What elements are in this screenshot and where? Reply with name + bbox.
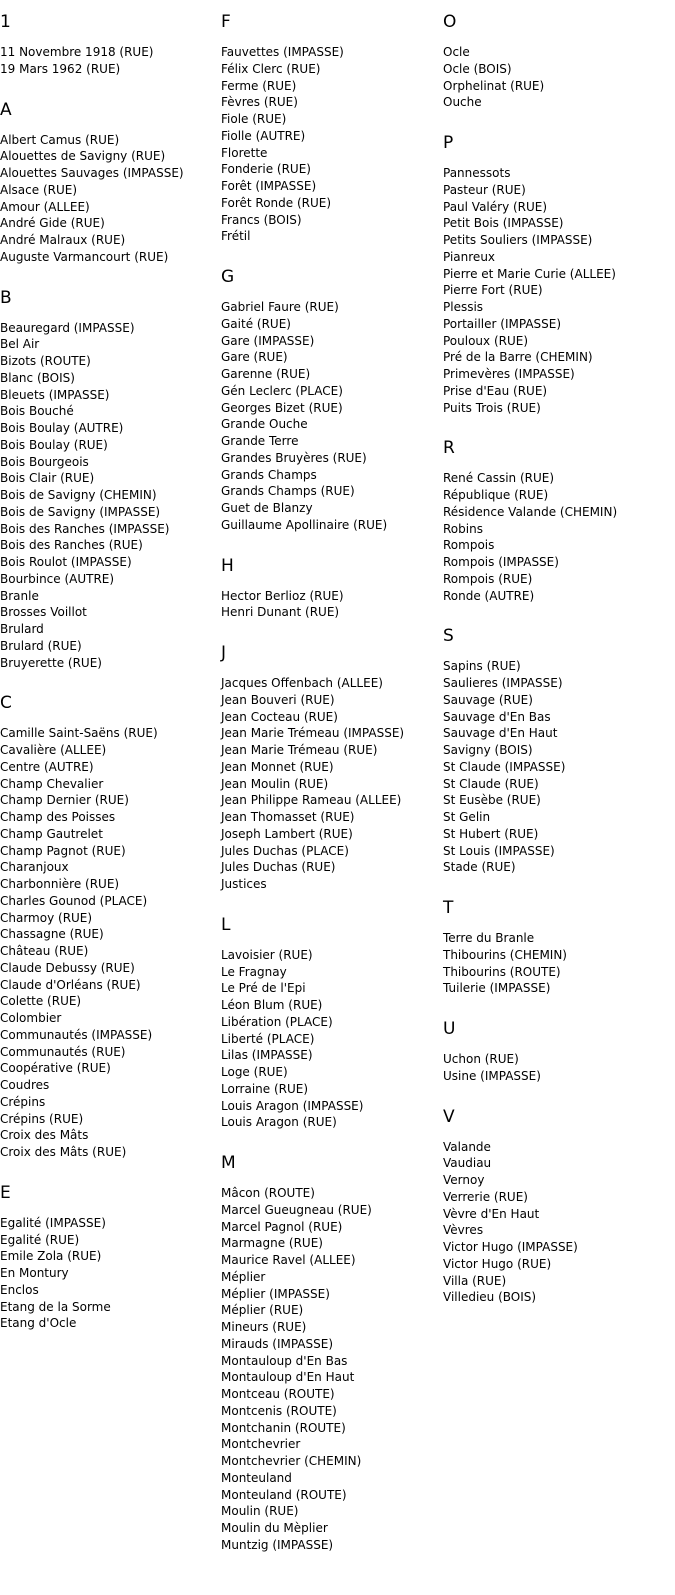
street-link[interactable]: Victor Hugo (IMPASSE) [443, 1240, 578, 1254]
street-link[interactable]: Grandes Bruyères (RUE) [221, 450, 367, 465]
street-link[interactable]: Portailler (IMPASSE) [443, 316, 562, 331]
street-link[interactable]: Colette (RUE) [0, 994, 82, 1009]
street-link[interactable]: Pouloux (RUE) [443, 333, 529, 348]
street-link[interactable]: Jean Marie Trémeau (IMPASSE) [221, 726, 405, 741]
street-list [221, 299, 441, 534]
street-link[interactable]: Maurice Ravel (ALLEE) [221, 1253, 356, 1267]
street-link[interactable]: Bois Boulay (RUE) [0, 437, 108, 452]
street-link[interactable]: Savigny (BOIS) [443, 743, 533, 757]
street-link[interactable]: Bizots (ROUTE) [0, 354, 91, 368]
street-link[interactable]: St Hubert (RUE) [443, 826, 539, 841]
letter-group-r [443, 438, 673, 604]
street-link[interactable]: Blanc (BOIS) [0, 370, 75, 385]
street-link[interactable]: Brosses Voillot [0, 605, 87, 620]
street-link[interactable]: Uchon (RUE) [443, 1052, 519, 1066]
street-link[interactable]: Vèvre d'En Haut [443, 1206, 540, 1221]
street-link[interactable]: Ferme (RUE) [221, 78, 297, 93]
street-link[interactable]: Fauvettes (IMPASSE) [221, 45, 344, 59]
street-link[interactable]: Crépins [0, 1094, 46, 1109]
letter-group-f [221, 12, 441, 245]
street-link[interactable]: St Gelin [443, 810, 491, 824]
street-link[interactable]: Méplier (IMPASSE) [221, 1286, 330, 1301]
street-link[interactable]: Rompois (RUE) [443, 571, 533, 586]
street-link[interactable]: Beauregard (IMPASSE) [0, 320, 135, 335]
street-list [443, 1139, 673, 1307]
index-column-1 [0, 12, 220, 1354]
letter-group-1 [0, 12, 220, 78]
letter-group-o [443, 12, 673, 111]
street-link[interactable]: Félix Clerc (RUE) [221, 61, 321, 76]
letter-group-g [221, 267, 441, 534]
street-link[interactable]: Forêt (IMPASSE) [221, 179, 317, 193]
street-link[interactable]: Mirauds (IMPASSE) [221, 1336, 334, 1351]
street-link[interactable]: Primevères (IMPASSE) [443, 367, 575, 381]
street-link[interactable]: Bois de Savigny (IMPASSE) [0, 504, 161, 519]
street-list [443, 165, 673, 416]
street-link[interactable]: Grands Champs (RUE) [221, 484, 355, 499]
street-link[interactable]: Saulieres (IMPASSE) [443, 676, 563, 690]
street-link[interactable]: Frétil [221, 229, 251, 244]
street-link[interactable]: Verrerie (RUE) [443, 1189, 528, 1204]
street-link[interactable]: Pasteur (RUE) [443, 182, 526, 197]
letter-group-u [443, 1019, 673, 1085]
street-link[interactable]: Louis Aragon (RUE) [221, 1115, 337, 1130]
letter-heading: T [443, 898, 454, 918]
letter-group-m [221, 1153, 441, 1554]
street-link[interactable]: Albert Camus (RUE) [0, 132, 120, 147]
street-list [221, 588, 441, 622]
street-link[interactable]: Petit Bois (IMPASSE) [443, 216, 564, 231]
street-link[interactable]: Brulard (RUE) [0, 638, 82, 653]
street-link[interactable]: Montchevrier (CHEMIN) [221, 1454, 362, 1468]
street-link[interactable]: Villedieu (BOIS) [443, 1290, 537, 1305]
street-link[interactable]: Amour (ALLEE) [0, 199, 90, 214]
street-link[interactable]: Moulin (RUE) [221, 1504, 299, 1519]
street-link[interactable]: Marcel Gueugneau (RUE) [221, 1202, 372, 1217]
street-link[interactable]: Jules Duchas (PLACE) [221, 843, 349, 858]
street-link[interactable]: 11 Novembre 1918 (RUE) [0, 45, 154, 59]
street-link[interactable]: Chassagne (RUE) [0, 927, 104, 942]
letter-heading: O [443, 12, 457, 32]
street-list [0, 1215, 220, 1332]
street-link[interactable]: Croix des Mâts [0, 1128, 89, 1143]
street-link[interactable]: St Claude (IMPASSE) [443, 759, 566, 774]
street-link[interactable]: Bois des Ranches (IMPASSE) [0, 521, 170, 536]
street-link[interactable]: Charanjoux [0, 860, 69, 875]
street-link[interactable]: Montceau (ROUTE) [221, 1387, 335, 1401]
street-link[interactable]: Vaudiau [443, 1156, 492, 1171]
street-link[interactable]: Henri Dunant (RUE) [221, 605, 340, 620]
street-link[interactable]: Camille Saint-Saëns (RUE) [0, 726, 158, 741]
letter-group-v [443, 1107, 673, 1307]
street-link[interactable]: Loge (RUE) [221, 1065, 288, 1079]
street-link[interactable]: Lorraine (RUE) [221, 1081, 309, 1096]
letter-group-e [0, 1183, 220, 1332]
street-list [0, 320, 220, 672]
street-link[interactable]: Claude d'Orléans (RUE) [0, 977, 141, 992]
street-link[interactable]: Colombier [0, 1011, 62, 1025]
street-link[interactable]: Bleuets (IMPASSE) [0, 387, 110, 402]
street-link[interactable]: Mineurs (RUE) [221, 1320, 307, 1334]
letter-group-s [443, 626, 673, 876]
letter-group-c [0, 693, 220, 1161]
street-link[interactable]: Montcenis (ROUTE) [221, 1403, 337, 1418]
street-link[interactable]: Charles Gounod (PLACE) [0, 893, 148, 908]
letter-heading: B [0, 287, 12, 308]
street-link[interactable]: Louis Aragon (IMPASSE) [221, 1098, 364, 1113]
street-link[interactable]: Grands Champs [221, 467, 317, 482]
street-link[interactable]: Crépins (RUE) [0, 1111, 84, 1126]
street-link[interactable]: Le Pré de l'Epi [221, 981, 306, 996]
street-list [443, 930, 673, 997]
street-link[interactable]: André Malraux (RUE) [0, 233, 126, 247]
index-column-2 [221, 12, 441, 1576]
street-link[interactable]: Mâcon (ROUTE) [221, 1186, 315, 1200]
street-link[interactable]: République (RUE) [443, 488, 549, 502]
street-link[interactable]: Le Fragnay [221, 964, 287, 979]
street-link[interactable]: Montauloup d'En Bas [221, 1353, 348, 1368]
street-link[interactable]: Sapins (RUE) [443, 659, 521, 674]
street-link[interactable]: Sauvage (RUE) [443, 692, 533, 707]
street-link[interactable]: Vèvres [443, 1223, 484, 1238]
street-link[interactable]: Communautés (RUE) [0, 1044, 126, 1059]
street-link[interactable]: Hector Berlioz (RUE) [221, 588, 344, 603]
letter-group-p [443, 133, 673, 416]
street-link[interactable]: René Cassin (RUE) [443, 471, 555, 486]
street-link[interactable]: Bourbince (AUTRE) [0, 571, 115, 586]
street-link[interactable]: En Montury [0, 1266, 69, 1280]
street-link[interactable]: Champ Gautrelet [0, 826, 103, 841]
street-link[interactable]: Jean Bouveri (RUE) [221, 692, 335, 707]
street-link[interactable]: St Claude (RUE) [443, 776, 539, 791]
street-link[interactable]: Coopérative (RUE) [0, 1061, 111, 1076]
street-link[interactable]: Champ Pagnot (RUE) [0, 843, 126, 858]
street-list [0, 725, 220, 1161]
street-link[interactable]: Prise d'Eau (RUE) [443, 383, 548, 398]
street-link[interactable]: Etang de la Sorme [0, 1299, 111, 1314]
street-link[interactable]: Croix des Mâts (RUE) [0, 1145, 127, 1159]
street-link[interactable]: Branle [0, 588, 39, 603]
street-link[interactable]: Terre du Branle [443, 931, 535, 945]
street-link[interactable]: 19 Mars 1962 (RUE) [0, 61, 121, 76]
street-link[interactable]: Marmagne (RUE) [221, 1236, 323, 1251]
street-list [221, 947, 441, 1131]
street-link[interactable]: Guillaume Apollinaire (RUE) [221, 517, 388, 532]
street-link[interactable]: Ronde (AUTRE) [443, 588, 535, 603]
street-link[interactable]: Muntzig (IMPASSE) [221, 1537, 334, 1552]
street-link[interactable]: Château (RUE) [0, 944, 89, 958]
street-link[interactable]: Marcel Pagnol (RUE) [221, 1219, 343, 1234]
street-link[interactable]: Georges Bizet (RUE) [221, 400, 343, 415]
street-list [443, 658, 673, 876]
street-list [221, 675, 441, 893]
letter-heading: A [0, 99, 12, 120]
street-link[interactable]: Egalité (RUE) [0, 1232, 80, 1247]
letter-group-h [221, 556, 441, 622]
street-link[interactable]: Jean Marie Trémeau (RUE) [221, 743, 378, 757]
street-link[interactable]: Centre (AUTRE) [0, 759, 94, 774]
street-link[interactable]: Puits Trois (RUE) [443, 400, 541, 415]
street-link[interactable]: Brulard [0, 622, 44, 636]
street-link[interactable]: Jean Moulin (RUE) [221, 776, 329, 791]
street-link[interactable]: Robins [443, 521, 483, 536]
street-link[interactable]: Orphelinat (RUE) [443, 78, 545, 93]
street-link[interactable]: Alsace (RUE) [0, 182, 78, 197]
street-link[interactable]: Francs (BOIS) [221, 212, 302, 227]
street-link[interactable]: Fèvres (RUE) [221, 95, 298, 110]
street-link[interactable]: Emile Zola (RUE) [0, 1249, 102, 1264]
street-link[interactable]: Sauvage d'En Bas [443, 709, 551, 724]
street-link[interactable]: Pré de la Barre (CHEMIN) [443, 350, 593, 365]
street-link[interactable]: Bel Air [0, 337, 40, 352]
street-link[interactable]: Coudres [0, 1078, 50, 1092]
street-link[interactable]: Villa (RUE) [443, 1273, 507, 1288]
street-link[interactable]: Grande Ouche [221, 417, 308, 432]
letter-heading: P [443, 133, 454, 153]
street-link[interactable]: Bois Bouché [0, 404, 74, 419]
street-link[interactable]: Bois Bourgeois [0, 454, 89, 469]
street-link[interactable]: Liberté (PLACE) [221, 1031, 315, 1046]
street-link[interactable]: Pierre Fort (RUE) [443, 283, 543, 298]
street-link[interactable]: Jean Philippe Rameau (ALLEE) [221, 793, 402, 808]
street-link[interactable]: Bois de Savigny (CHEMIN) [0, 488, 157, 502]
street-link[interactable]: Enclos [0, 1282, 39, 1297]
street-link[interactable]: Charmoy (RUE) [0, 910, 93, 925]
street-link[interactable]: Champ Chevalier [0, 776, 104, 791]
street-link[interactable]: Egalité (IMPASSE) [0, 1215, 106, 1230]
letter-group-t [443, 898, 673, 997]
letter-group-j [221, 643, 441, 893]
street-link[interactable]: Forêt Ronde (RUE) [221, 195, 332, 210]
street-link[interactable]: Montchevrier [221, 1437, 301, 1452]
street-link[interactable]: Petits Souliers (IMPASSE) [443, 233, 593, 247]
street-link[interactable]: Lavoisier (RUE) [221, 947, 313, 962]
street-link[interactable]: André Gide (RUE) [0, 216, 105, 231]
letter-heading: E [0, 1182, 11, 1203]
street-link[interactable]: Libération (PLACE) [221, 1014, 333, 1029]
street-link[interactable]: Fonderie (RUE) [221, 162, 311, 177]
street-link[interactable]: Pannessots [443, 166, 511, 180]
street-link[interactable]: Gare (IMPASSE) [221, 333, 315, 348]
street-link[interactable]: Joseph Lambert (RUE) [221, 826, 353, 841]
street-link[interactable]: Méplier (RUE) [221, 1303, 304, 1318]
letter-heading: R [443, 438, 455, 459]
street-link[interactable]: Bois Boulay (AUTRE) [0, 421, 124, 435]
letter-heading: 1 [0, 12, 11, 32]
letter-heading: S [443, 626, 454, 647]
street-link[interactable]: Tuilerie (IMPASSE) [443, 981, 551, 996]
street-link[interactable]: Monteuland [221, 1470, 292, 1485]
street-link[interactable]: Méplier [221, 1269, 266, 1284]
street-link[interactable]: Vernoy [443, 1173, 485, 1187]
street-link[interactable]: Victor Hugo (RUE) [443, 1256, 552, 1271]
street-list [0, 44, 220, 78]
street-link[interactable]: Paul Valéry (RUE) [443, 199, 548, 214]
street-link[interactable]: Bruyerette (RUE) [0, 655, 102, 670]
street-link[interactable]: Rompois [443, 538, 495, 553]
street-link[interactable]: Champ des Poisses [0, 810, 116, 824]
street-link[interactable]: Justices [221, 877, 267, 891]
letter-heading: U [443, 1019, 456, 1039]
street-link[interactable]: Jean Monnet (RUE) [221, 759, 334, 774]
street-link[interactable]: Sauvage d'En Haut [443, 726, 558, 741]
street-link[interactable]: Cavalière (ALLEE) [0, 743, 107, 757]
street-link[interactable]: Garenne (RUE) [221, 367, 311, 381]
letter-heading: V [443, 1106, 455, 1127]
index-column-3 [443, 12, 673, 1328]
street-link[interactable]: St Eusèbe (RUE) [443, 793, 541, 808]
street-link[interactable]: Bois des Ranches (RUE) [0, 538, 143, 553]
street-list [443, 44, 673, 111]
street-link[interactable]: Rompois (IMPASSE) [443, 555, 559, 569]
street-link[interactable]: Ocle (BOIS) [443, 61, 512, 76]
street-link[interactable]: Champ Dernier (RUE) [0, 793, 129, 808]
letter-heading: M [221, 1153, 236, 1173]
street-link[interactable]: Ocle [443, 45, 470, 59]
street-link[interactable]: Charbonnière (RUE) [0, 877, 120, 891]
street-link[interactable]: Montauloup d'En Haut [221, 1370, 355, 1385]
street-link[interactable]: Bois Roulot (IMPASSE) [0, 555, 132, 569]
street-link[interactable]: Léon Blum (RUE) [221, 998, 323, 1012]
street-link[interactable]: Fiole (RUE) [221, 112, 287, 126]
street-link[interactable]: Stade (RUE) [443, 860, 516, 875]
street-link[interactable]: Pierre et Marie Curie (ALLEE) [443, 266, 616, 281]
street-link[interactable]: Gare (RUE) [221, 350, 288, 365]
street-list [0, 132, 220, 266]
street-link[interactable]: Jean Cocteau (RUE) [221, 709, 338, 724]
letter-group-a [0, 100, 220, 266]
street-list [221, 1185, 441, 1554]
street-link[interactable]: Montchanin (ROUTE) [221, 1420, 346, 1435]
street-link[interactable]: Jacques Offenbach (ALLEE) [221, 676, 383, 690]
street-link[interactable]: Bois Clair (RUE) [0, 471, 95, 486]
street-link[interactable]: Florette [221, 145, 268, 160]
street-link[interactable]: Communautés (IMPASSE) [0, 1027, 153, 1042]
street-link[interactable]: Pianreux [443, 249, 496, 264]
street-link[interactable]: Lilas (IMPASSE) [221, 1048, 313, 1063]
street-link[interactable]: Claude Debussy (RUE) [0, 960, 135, 975]
letter-heading: F [221, 12, 231, 32]
street-link[interactable]: Jules Duchas (RUE) [221, 860, 336, 875]
letter-group-b [0, 288, 220, 672]
street-link[interactable]: Ouche [443, 95, 482, 110]
street-link[interactable]: Guet de Blanzy [221, 501, 313, 515]
street-link[interactable]: Gaité (RUE) [221, 316, 291, 331]
street-link[interactable]: Fiolle (AUTRE) [221, 128, 306, 143]
street-link[interactable]: St Louis (IMPASSE) [443, 843, 555, 858]
street-link[interactable]: Alouettes de Savigny (RUE) [0, 149, 166, 164]
street-link[interactable]: Plessis [443, 300, 484, 314]
letter-heading: G [221, 267, 235, 287]
letter-heading: J [221, 643, 227, 663]
letter-group-l [221, 915, 441, 1131]
street-link[interactable]: Valande [443, 1139, 491, 1154]
letter-heading: H [221, 555, 234, 576]
street-link[interactable]: Gabriel Faure (RUE) [221, 300, 339, 314]
street-link[interactable]: Thibourins (CHEMIN) [443, 947, 567, 962]
street-list [221, 44, 441, 245]
street-link[interactable]: Moulin du Mèplier [221, 1521, 328, 1535]
letter-heading: C [0, 693, 12, 714]
street-link[interactable]: Gén Leclerc (PLACE) [221, 383, 343, 398]
street-list [443, 1051, 673, 1085]
street-link[interactable]: Résidence Valande (CHEMIN) [443, 504, 618, 519]
street-link[interactable]: Thibourins (ROUTE) [443, 964, 561, 979]
street-list [443, 470, 673, 604]
street-link[interactable]: Grande Terre [221, 434, 299, 448]
street-link[interactable]: Usine (IMPASSE) [443, 1068, 541, 1083]
street-link[interactable]: Auguste Varmancourt (RUE) [0, 249, 169, 264]
street-link[interactable]: Monteuland (ROUTE) [221, 1487, 347, 1502]
street-link[interactable]: Etang d'Ocle [0, 1316, 77, 1331]
street-link[interactable]: Alouettes Sauvages (IMPASSE) [0, 166, 184, 180]
street-link[interactable]: Jean Thomasset (RUE) [221, 810, 355, 824]
letter-heading: L [221, 914, 231, 935]
